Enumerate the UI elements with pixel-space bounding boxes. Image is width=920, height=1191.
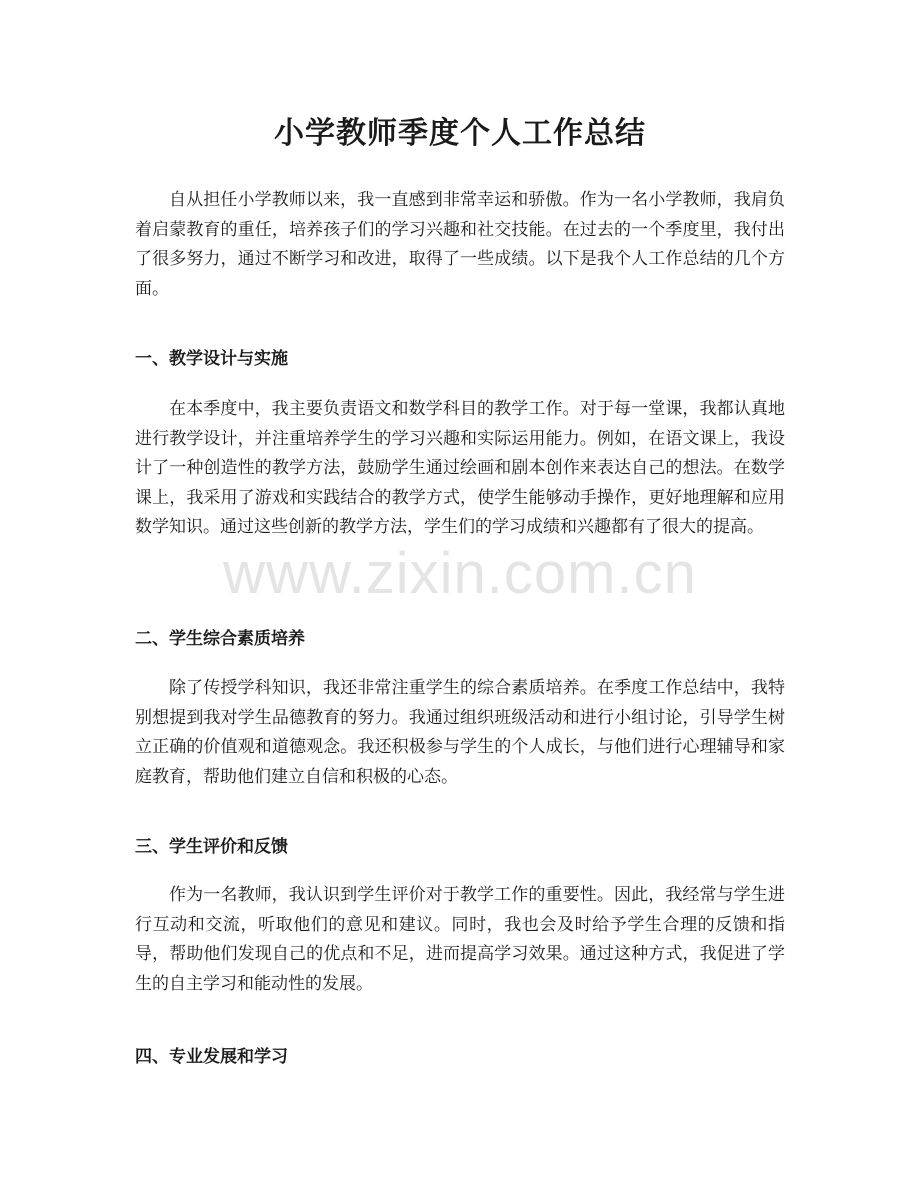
document-title: 小学教师季度个人工作总结 — [274, 116, 646, 151]
section-heading-4: 四、专业发展和学习 — [135, 1047, 288, 1067]
section-body-1: 在本季度中，我主要负责语文和数学科目的教学工作。对于每一堂课，我都认真地进行教学设计，并注重培养学生的学习兴趣和实际运用能力。例如，在语文课上，我设计了一种创造性的教学方法，鼓励学生通过绘画和剧本创作来表达自己的想法。在数学课上，我采用了游戏和实践结合的教学方式，使学生能够动手操作，更好地理解和应用数学知识。通过这些创新的教学方法，学生们的学习成绩和兴趣都有了很大的提高。 — [135, 399, 785, 537]
section-body-3: 作为一名教师，我认识到学生评价对于教学工作的重要性。因此，我经常与学生进行互动和交流，听取他们的意见和建议。同时，我也会及时给予学生合理的反馈和指导，帮助他们发现自己的优点和不足，进而提高学习效果。通过这种方式，我促进了学生的自主学习和能动性的发展。 — [135, 885, 785, 994]
intro-paragraph: 自从担任小学教师以来，我一直感到非常幸运和骄傲。作为一名小学教师，我肩负着启蒙教育的重任，培养孩子们的学习兴趣和社交技能。在过去的一个季度里，我付出了很多努力，通过不断学习和改进，取得了一些成绩。以下是我个人工作总结的几个方面。 — [135, 190, 785, 299]
section-heading-2: 二、学生综合素质培养 — [135, 629, 305, 649]
section-heading-1: 一、教学设计与实施 — [135, 349, 288, 369]
watermark: www.zixin.com.cn — [223, 541, 697, 606]
section-body-2: 除了传授学科知识，我还非常注重学生的综合素质培养。在季度工作总结中，我特别想提到我对学生品德教育的努力。我通过组织班级活动和进行小组讨论，引导学生树立正确的价值观和道德观念。我还积极参与学生的个人成长，与他们进行心理辅导和家庭教育，帮助他们建立自信和积极的心态。 — [135, 678, 785, 787]
section-heading-3: 三、学生评价和反馈 — [135, 837, 288, 857]
